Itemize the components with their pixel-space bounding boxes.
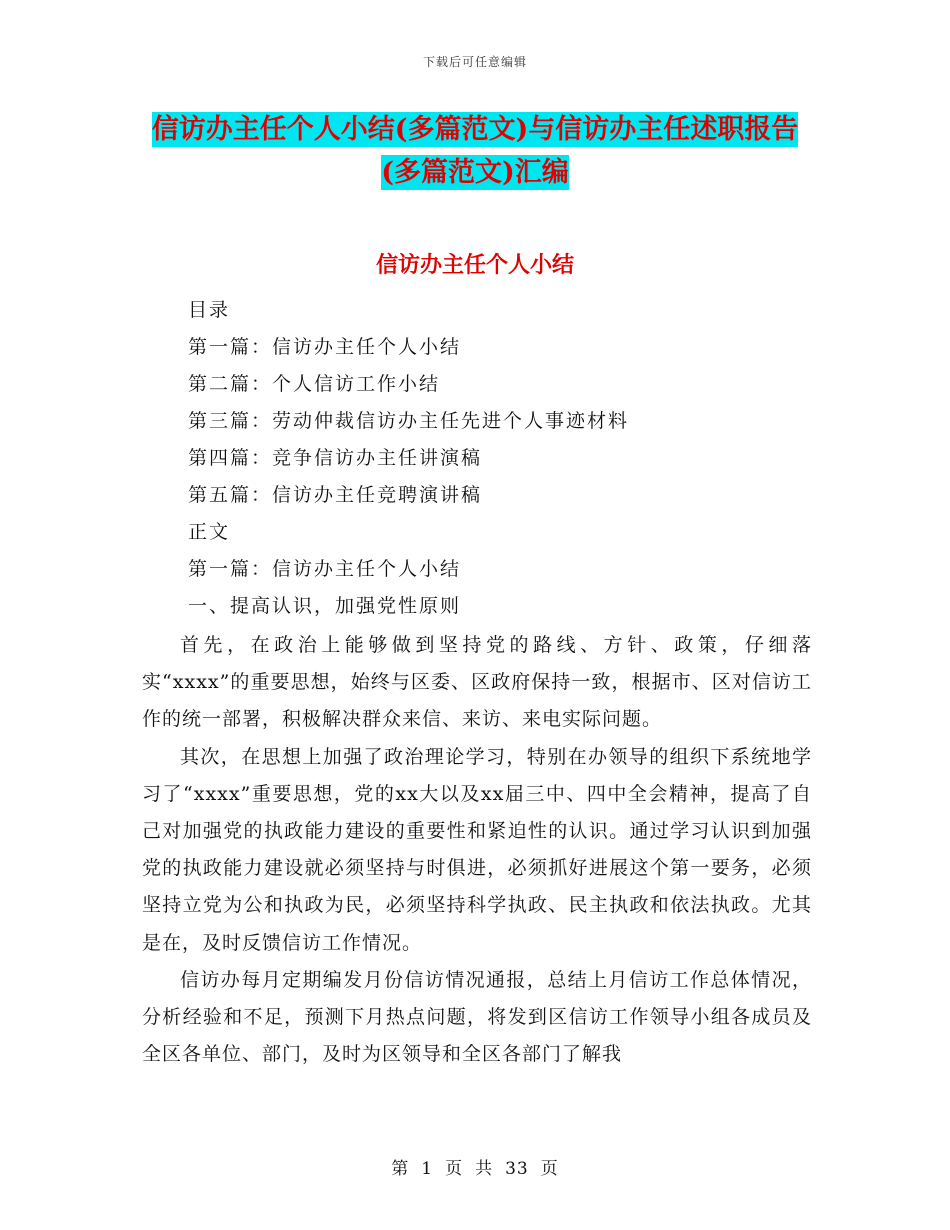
header-note: 下载后可任意编辑 xyxy=(422,55,527,69)
toc-item: 第三篇：劳动仲裁信访办主任先进个人事迹材料 xyxy=(188,410,630,432)
paragraph: 信访办每月定期编发月份信访情况通报，总结上月信访工作总体情况，分析经验和不足，预测下月热点问题，将发到区信访工作领导小组各成员及全区各单位、部门，及时为区领导和全区各部门了解我 xyxy=(142,968,812,1066)
paragraph: 首先，在政治上能够做到坚持党的路线、方针、政策，仔细落实“xxxx”的重要思想，始终与区委、区政府保持一致，根据市、区对信访工作的统一部署，积极解决群众来信、来访、来电实际问题。 xyxy=(142,634,812,731)
article-body xyxy=(142,627,812,1073)
total-label: 共 xyxy=(475,1159,494,1179)
paragraph: 其次，在思想上加强了政治理论学习，特别在办领导的组织下系统地学习了“xxxx”重要思想，党的xx大以及xx届三中、四中全会精神，提高了自己对加强党的执政能力建设的重要性和紧迫性的认识。通过学习认识到加强党的执政能力建设就必须坚持与时俱进，必须抓好进展这个第一要务，必须坚持立党为公和执政为民，必须坚持科学执政、民主执政和依法执政。尤其是在，及时反馈信访工作情况。 xyxy=(142,745,812,954)
section-title: 信访办主任个人小结 xyxy=(375,252,574,278)
page-footer xyxy=(0,1154,950,1179)
toc-item: 第四篇：竞争信访办主任讲演稿 xyxy=(188,447,483,469)
toc-heading: 目录 xyxy=(188,299,231,321)
page-label: 第 xyxy=(391,1159,410,1179)
toc-item: 第五篇：信访办主任竞聘演讲稿 xyxy=(188,484,483,506)
total-unit: 页 xyxy=(540,1159,559,1179)
table-of-contents xyxy=(188,292,629,625)
article-title: 第一篇：信访办主任个人小结 xyxy=(188,558,462,580)
body-heading: 正文 xyxy=(188,521,231,543)
total-pages: 33 xyxy=(505,1159,529,1179)
page-number: 1 xyxy=(421,1159,434,1179)
document-title-text: 信访办主任个人小结(多篇范文)与信访办主任述职报告(多篇范文)汇编 xyxy=(151,114,799,188)
toc-item: 第二篇：个人信访工作小结 xyxy=(188,373,441,395)
toc-item: 第一篇：信访办主任个人小结 xyxy=(188,336,462,358)
page-unit: 页 xyxy=(445,1159,464,1179)
section-heading: 一、提高认识，加强党性原则 xyxy=(188,595,462,617)
document-title xyxy=(140,108,810,194)
